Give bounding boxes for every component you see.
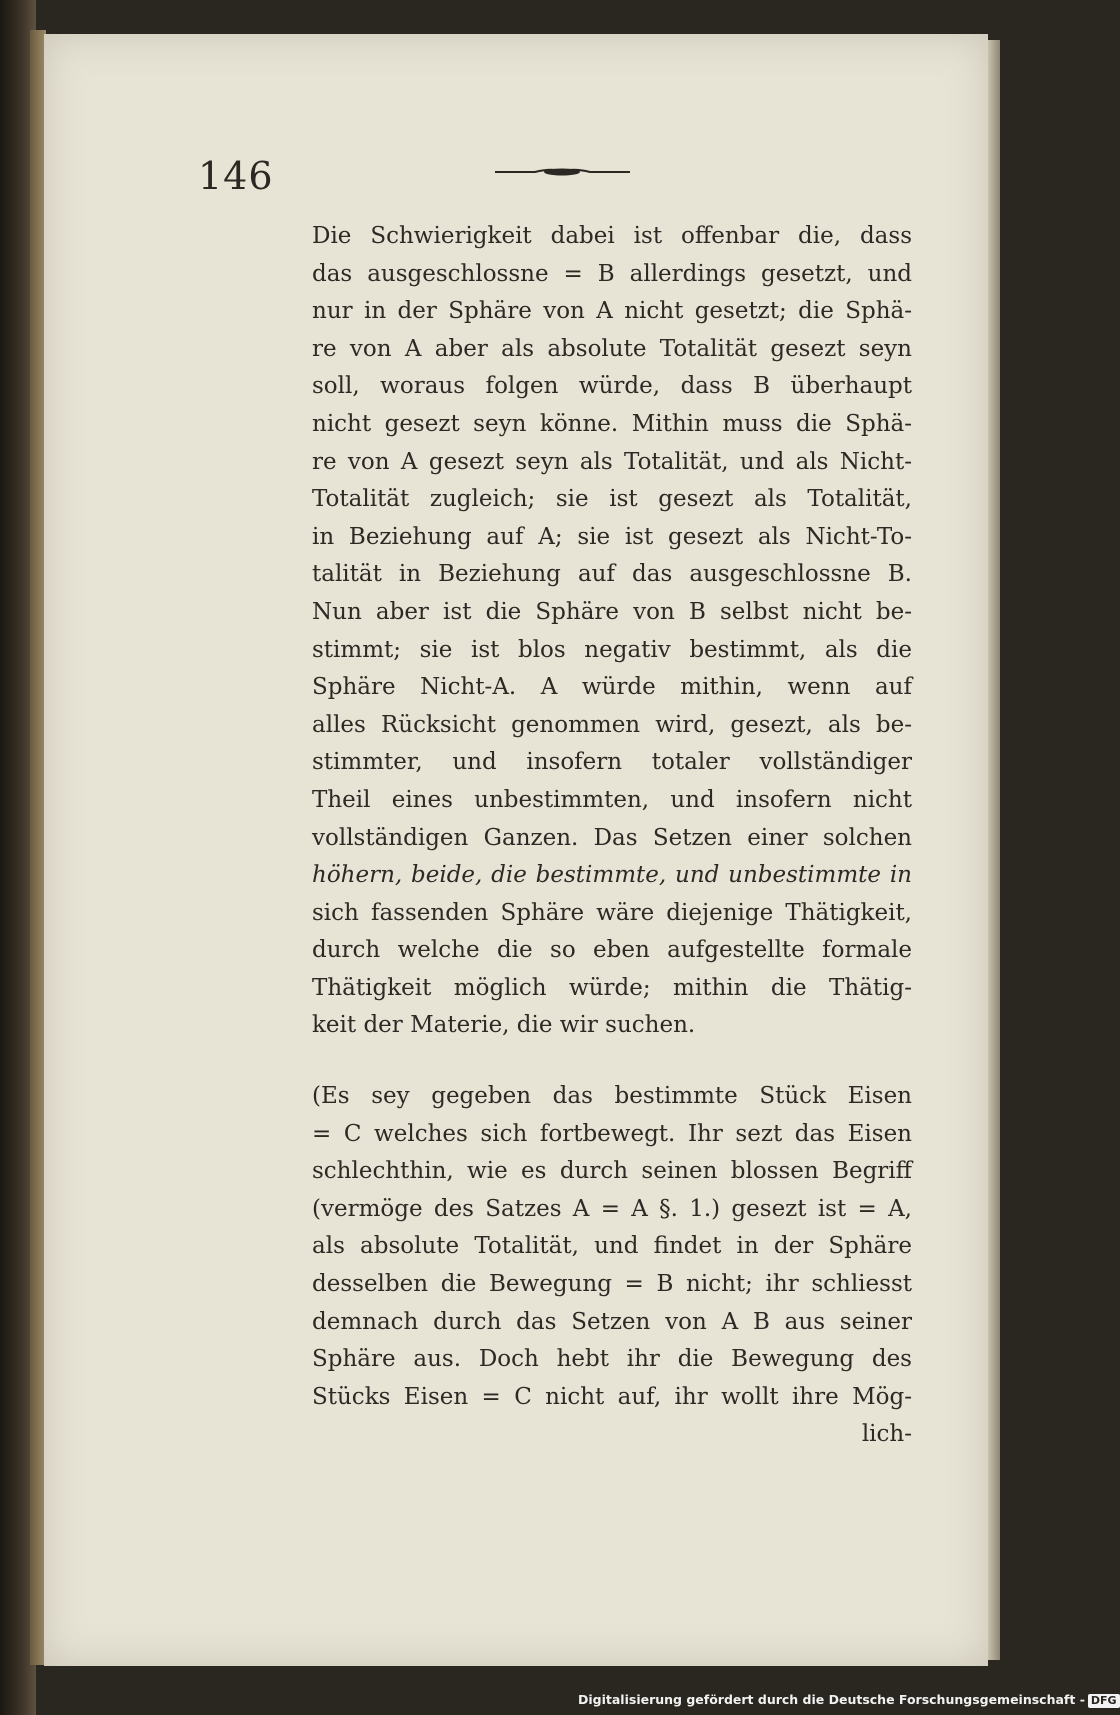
- text-line: desselben die Bewegung = B nicht; ihr schliesst: [312, 1270, 912, 1297]
- text-line: nicht gesezt seyn könne. Mithin muss die Sphä-: [312, 410, 912, 437]
- text-line: Thätigkeit möglich würde; mithin die Thätig-: [312, 974, 912, 1001]
- text-line: als absolute Totalität, und findet in der Sphäre: [312, 1233, 912, 1260]
- text-line: Theil eines unbestimmten, und insofern nicht: [312, 786, 912, 813]
- text-line: = C welches sich fortbewegt. Ihr sezt das Eisen: [312, 1120, 912, 1147]
- text-line: durch welche die so eben aufgestellte formale: [312, 937, 912, 964]
- text-line: das ausgeschlossne = B allerdings gesetzt, und: [312, 260, 912, 287]
- page-edge: [988, 40, 1000, 1660]
- text-line: Die Schwierigkeit dabei ist offenbar die, dass: [312, 223, 912, 249]
- text-line: Totalität zugleich; sie ist gesezt als Totalität,: [312, 486, 912, 513]
- text-line: stimmter, und insofern totaler vollständiger: [312, 749, 912, 776]
- paragraph-1: [312, 218, 912, 1045]
- text-line-italic: höhern, beide, die bestimmte, und unbestimmte in: [312, 862, 912, 889]
- text-line: Stücks Eisen = C nicht auf, ihr wollt ihre Mög-: [312, 1383, 912, 1410]
- text-line: alles Rücksicht genommen wird, gesezt, als be-: [312, 711, 912, 738]
- text-line: schlechthin, wie es durch seinen blossen Begriff: [312, 1158, 912, 1185]
- text-line: demnach durch das Setzen von A B aus seiner: [312, 1308, 912, 1335]
- dfg-logo: DFG: [1088, 1694, 1120, 1708]
- text-line: keit der Materie, die wir suchen.: [312, 1012, 696, 1039]
- text-line: Nun aber ist die Sphäre von B selbst nicht be-: [312, 598, 912, 625]
- text-line: nur in der Sphäre von A nicht gesetzt; die Sphä-: [312, 298, 912, 325]
- text-line: re von A gesezt seyn als Totalität, und als Nicht-: [312, 448, 912, 475]
- page-number: 146: [198, 154, 274, 198]
- text-line: re von A aber als absolute Totalität gesezt seyn: [312, 335, 912, 362]
- text-line: soll, woraus folgen würde, dass B überhaupt: [312, 373, 912, 400]
- header-ornament-rule: [495, 167, 630, 177]
- text-line: stimmt; sie ist blos negativ bestimmt, als die: [312, 636, 912, 663]
- text-line: (vermöge des Satzes A = A §. 1.) gesezt ist = A,: [312, 1195, 912, 1222]
- text-line: vollständigen Ganzen. Das Setzen einer solchen: [312, 824, 912, 851]
- catchword: lich-: [861, 1421, 912, 1448]
- digitization-credit: [578, 1692, 1117, 1712]
- text-line: talität in Beziehung auf das ausgeschlossne B.: [312, 561, 912, 588]
- text-line: sich fassenden Sphäre wäre diejenige Thätigkeit,: [312, 899, 912, 926]
- text-line: Sphäre aus. Doch hebt ihr die Bewegung des: [312, 1346, 912, 1373]
- paragraph-2: [312, 1078, 912, 1454]
- text-line: in Beziehung auf A; sie ist gesezt als Nicht-To-: [312, 523, 912, 550]
- footer-text: Digitalisierung gefördert durch die Deutsche Forschungsgemeinschaft -: [578, 1692, 1085, 1707]
- text-line: Sphäre Nicht-A. A würde mithin, wenn auf: [312, 674, 912, 701]
- text-line: (Es sey gegeben das bestimmte Stück Eisen: [312, 1083, 912, 1109]
